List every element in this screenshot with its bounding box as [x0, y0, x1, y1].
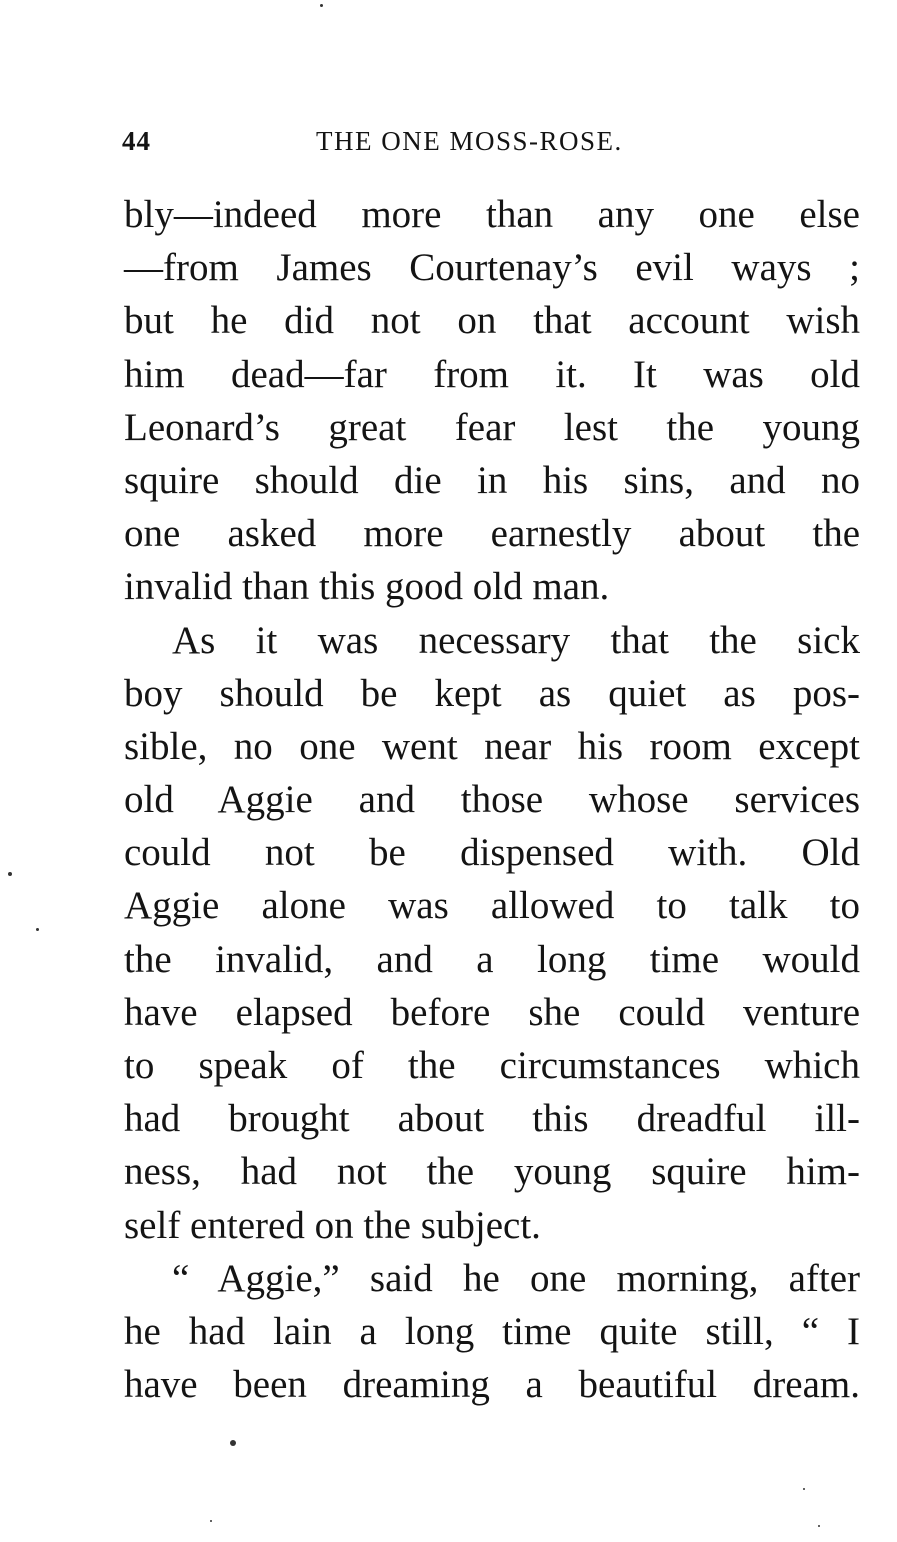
paragraph-2 [124, 614, 860, 1252]
scan-speck [818, 1525, 820, 1527]
text-line: “ Aggie,” said he one morning, after [172, 1256, 860, 1300]
body-text [124, 188, 860, 1411]
text-line: him dead—far from it. It was old [124, 352, 860, 396]
scan-speck [210, 1520, 212, 1522]
text-line: As it was necessary that the sick [172, 618, 860, 662]
text-line: have elapsed before she could venture [124, 990, 860, 1034]
scan-speck [8, 872, 12, 876]
text-line: self entered on the subject. [124, 1203, 541, 1247]
paragraph-1 [124, 188, 860, 614]
text-line: he had lain a long time quite still, “ I [124, 1309, 860, 1353]
scan-speck [320, 4, 323, 7]
text-line: bly—indeed more than any one else [124, 193, 860, 236]
text-line: ness, had not the young squire him- [124, 1150, 860, 1194]
text-line: to speak of the circumstances which [124, 1044, 860, 1087]
text-line: boy should be kept as quiet as pos- [124, 671, 860, 715]
page-number: 44 [122, 126, 151, 156]
text-line: the invalid, and a long time would [124, 937, 860, 981]
running-title: THE ONE MOSS-ROSE. [316, 126, 623, 156]
text-line: old Aggie and those whose services [124, 778, 860, 822]
text-line: have been dreaming a beautiful dream. [124, 1363, 860, 1407]
text-line: Leonard’s great fear lest the young [124, 405, 860, 449]
text-line: —from James Courtenay’s evil ways ; [124, 246, 860, 290]
text-line: Aggie alone was allowed to talk to [124, 884, 860, 928]
text-line: but he did not on that account wish [124, 299, 860, 343]
text-line: could not be dispensed with. Old [124, 831, 860, 875]
paragraph-3 [124, 1252, 860, 1412]
text-line: squire should die in his sins, and no [124, 458, 860, 502]
scan-speck [803, 1488, 805, 1490]
running-header [120, 126, 860, 166]
text-line: had brought about this dreadful ill- [124, 1097, 860, 1141]
scan-speck [36, 928, 39, 931]
text-line: one asked more earnestly about the [124, 512, 860, 556]
scan-speck [230, 1440, 236, 1446]
text-line: invalid than this good old man. [124, 565, 610, 609]
text-line: sible, no one went near his room except [124, 724, 860, 768]
